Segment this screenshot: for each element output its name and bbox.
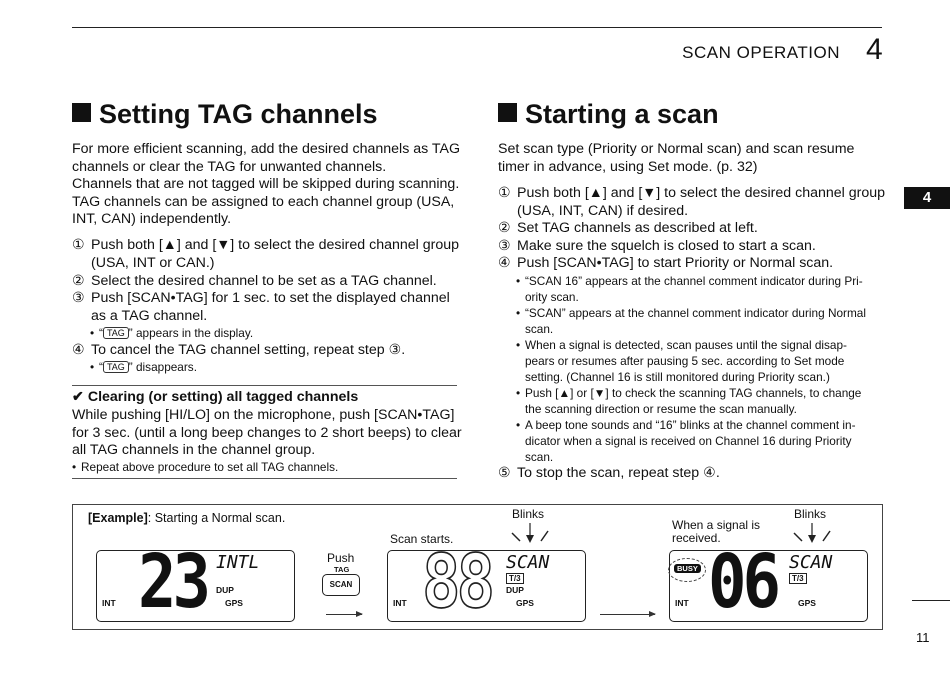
blink-rays-icon: [508, 519, 558, 553]
right-bullet-3: • When a signal is detected, scan pauses until the signal disap- pears or resumes after pausing 5 sec. according to Set mode setting. (Channel 16 is still monitored during Priority scan.): [516, 338, 847, 384]
step-line: (USA, INT or CAN.): [91, 254, 215, 271]
arrow-right-icon: [600, 614, 655, 615]
step-number: ①: [498, 185, 511, 201]
right-bullet-4: • Push [▲] or [▼] to check the scanning TAG channels, to change the scanning direction or resume the scan manually.: [516, 386, 862, 416]
left-intro: [72, 141, 462, 229]
step-line: Push both [▲] and [▼] to select the desired channel group: [91, 237, 460, 253]
top-rule: [72, 27, 882, 28]
square-bullet-icon: [498, 103, 517, 122]
left-step-1: [72, 237, 462, 272]
push-label: Push: [327, 551, 355, 565]
channel-comment: SCAN: [789, 552, 833, 573]
right-bullet-5: • A beep tone sounds and “16” blinks at the channel comment in- dicator when a signal is received on Channel 16 during Priority scan.: [516, 418, 856, 464]
step-line: To cancel the TAG channel setting, repeat step ③.: [91, 342, 406, 358]
left-step-3-bullet: • “ TAG ” appears in the display.: [90, 326, 254, 340]
dup-indicator: DUP: [216, 585, 234, 595]
channel-digits: 88: [422, 540, 492, 626]
right-step-4: [498, 255, 888, 273]
note-bottom-rule: [72, 478, 457, 479]
step-line: Push [SCAN•TAG] to start Priority or Normal scan.: [517, 255, 834, 271]
left-step-2: [72, 273, 462, 291]
intro-line: Channels that are not tagged will be skipped during scanning.: [72, 176, 460, 192]
side-tab: 4: [904, 187, 950, 209]
tag-indicator-icon: TAG: [103, 361, 129, 373]
tag-indicator: T/3: [789, 573, 807, 584]
left-step-4: [72, 342, 462, 360]
note-top-rule: [72, 385, 457, 386]
right-bullet-2: • “SCAN” appears at the channel comment indicator during Normal scan.: [516, 306, 866, 336]
scan-starts-label: Scan starts.: [390, 532, 454, 546]
tag-indicator: T/3: [506, 573, 524, 584]
busy-indicator: BUSY: [674, 564, 701, 573]
intro-line: Set scan type (Priority or Normal scan) and scan resume: [498, 141, 855, 157]
step-number: ①: [72, 237, 85, 253]
blink-rays-icon: [790, 519, 840, 553]
step-line: Push [SCAN•TAG] for 1 sec. to set the displayed channel: [91, 290, 450, 306]
scan-tag-button[interactable]: SCAN: [322, 574, 360, 596]
channel-digits: 23: [138, 540, 208, 626]
step-line: Set TAG channels as described at left.: [517, 220, 758, 236]
left-heading: Setting TAG channels: [72, 99, 378, 130]
right-intro: [498, 141, 888, 176]
right-step-1: [498, 185, 888, 220]
left-step-3: [72, 290, 462, 325]
step-line: Select the desired channel to be set as a TAG channel.: [91, 273, 437, 289]
channel-digits: 06: [708, 540, 778, 626]
page-number: 11: [916, 630, 930, 645]
gps-indicator: GPS: [798, 598, 816, 608]
dup-indicator: DUP: [506, 585, 524, 595]
square-bullet-icon: [72, 103, 91, 122]
blinks-label: Blinks: [512, 507, 545, 521]
step-line: (USA, INT, CAN) if desired.: [517, 202, 689, 219]
step-line: Make sure the squelch is closed to start a scan.: [517, 238, 816, 254]
example-caption: [Example]: Starting a Normal scan.: [88, 511, 286, 525]
step-line: To stop the scan, repeat step ④.: [517, 465, 720, 481]
gps-indicator: GPS: [225, 598, 243, 608]
section-title: SCAN OPERATION: [682, 43, 840, 62]
right-bullet-1: • “SCAN 16” appears at the channel comment indicator during Pri- ority scan.: [516, 274, 863, 304]
step-number: ⑤: [498, 465, 511, 481]
intro-line: timer in advance, using Set mode. (p. 32): [498, 158, 758, 175]
page-number-rule: [912, 600, 950, 601]
step-number: ④: [72, 342, 85, 358]
step-number: ②: [72, 273, 85, 289]
int-indicator: INT: [393, 598, 407, 608]
right-step-2: [498, 220, 888, 238]
note-line: all TAG channels in the channel group.: [72, 442, 316, 458]
step-number: ②: [498, 220, 511, 236]
blinks-label: Blinks: [794, 507, 827, 521]
step-line: Push both [▲] and [▼] to select the desired channel group: [517, 185, 886, 201]
note-line: for 3 sec. (until a long beep changes to 2 short beeps) to clear: [72, 424, 462, 441]
right-heading: Starting a scan: [498, 99, 719, 130]
intro-line: channels or clear the TAG for unwanted channels.: [72, 158, 387, 175]
step-number: ③: [72, 290, 85, 306]
signal-received-label: When a signal is received.: [672, 518, 761, 545]
note-body: [72, 407, 464, 460]
gps-indicator: GPS: [516, 598, 534, 608]
int-indicator: INT: [675, 598, 689, 608]
step-line: as a TAG channel.: [91, 307, 208, 324]
channel-comment: INTL: [216, 552, 260, 573]
intro-line: For more efficient scanning, add the desired channels as TAG: [72, 141, 461, 157]
channel-comment: SCAN: [506, 552, 550, 573]
scan-button-tag-label: TAG: [334, 565, 350, 574]
intro-line: TAG channels can be assigned to each channel group (USA,: [72, 193, 455, 210]
tag-indicator-icon: TAG: [103, 327, 129, 339]
right-step-3: [498, 238, 888, 256]
int-indicator: INT: [102, 598, 116, 608]
note-bullet: • Repeat above procedure to set all TAG channels.: [72, 460, 339, 474]
step-number: ③: [498, 238, 511, 254]
right-step-5: [498, 465, 888, 483]
note-title: ✔ Clearing (or setting) all tagged channels: [72, 389, 359, 405]
arrow-right-icon: [326, 614, 362, 615]
intro-line: INT, CAN) independently.: [72, 211, 232, 227]
chapter-number: 4: [866, 33, 883, 66]
step-number: ④: [498, 255, 511, 271]
note-line: While pushing [HI/LO] on the microphone, push [SCAN•TAG]: [72, 407, 455, 423]
left-step-4-bullet: • “ TAG ” disappears.: [90, 360, 197, 374]
